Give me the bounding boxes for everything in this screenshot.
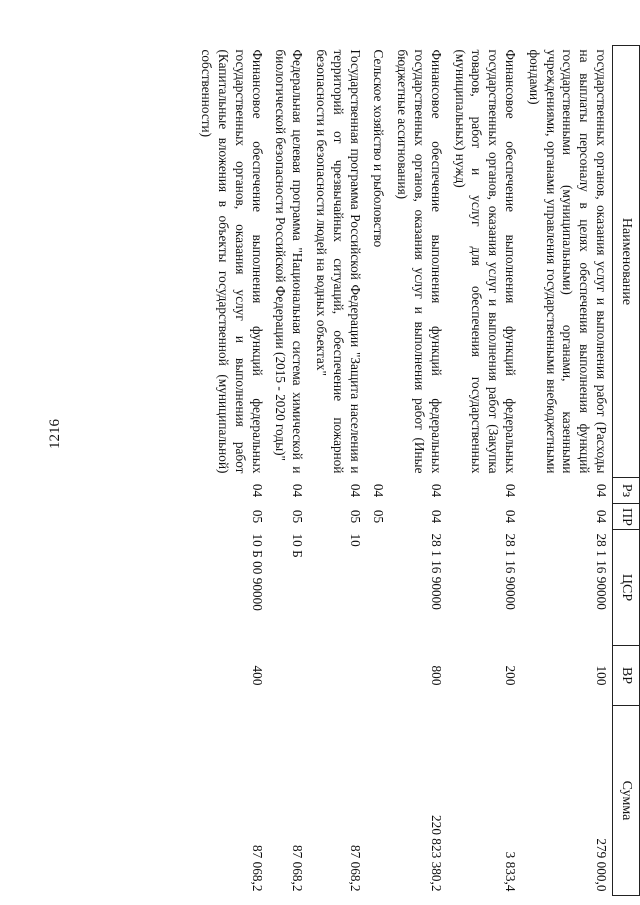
rotated-page-content xyxy=(70,45,640,895)
table-row xyxy=(389,46,446,896)
row-vr: 100 xyxy=(594,665,609,686)
row-name: Сельское хозяйство и рыболовство xyxy=(371,49,387,248)
row-vr xyxy=(308,646,365,706)
budget-table xyxy=(193,45,640,896)
row-sum xyxy=(366,706,390,896)
row-vr: 400 xyxy=(249,665,265,686)
page-number: 1216 xyxy=(47,419,63,449)
row-rz: 04 xyxy=(290,483,306,498)
table-row xyxy=(268,46,309,896)
row-csr: 28 1 16 90000 xyxy=(428,533,444,610)
table-row xyxy=(193,46,267,896)
table-row xyxy=(447,46,521,896)
row-sum: 220 823 380,2 xyxy=(428,815,444,892)
row-csr: 10 Б 00 90000 xyxy=(249,533,265,611)
row-rz: 04 xyxy=(371,483,387,498)
row-name: Финансовое обеспечение выполнения функций федеральных государственных органов, оказания услуг и выполнения работ (Иные бюджетные ассигнования) xyxy=(395,49,444,474)
row-vr xyxy=(268,646,309,706)
row-pr: 04 xyxy=(594,509,609,524)
row-pr: 05 xyxy=(249,509,265,524)
header-vr: ВР xyxy=(613,646,640,706)
row-name: Финансовое обеспечение выполнения функций федеральных государственных органов, оказания услуг и выполнения работ (Закупка товаров, работ и услуг для обеспечения государственных (муниципальных) нужд) xyxy=(452,49,519,474)
row-pr: 05 xyxy=(290,509,306,524)
table-row xyxy=(308,46,365,896)
row-csr: 10 xyxy=(347,533,363,547)
row-sum: 3 833,4 xyxy=(503,851,519,892)
row-vr: 800 xyxy=(428,665,444,686)
row-csr xyxy=(366,530,390,646)
row-sum: 87 068,2 xyxy=(290,844,306,892)
row-pr: 04 xyxy=(503,509,519,524)
table-row xyxy=(366,46,390,896)
row-rz: 04 xyxy=(347,483,363,498)
row-rz: 04 xyxy=(249,483,265,498)
row-sum: 87 068,2 xyxy=(249,844,265,892)
row-pr: 05 xyxy=(371,509,387,524)
header-pr: ПР xyxy=(613,504,640,530)
header-csr: ЦСР xyxy=(613,530,640,646)
row-rz: 04 xyxy=(428,483,444,498)
row-name: Финансовое обеспечение выполнения функций федеральных государственных органов, оказания услуг и выполнения работ (Капитальные вложения в объекты государственной (муниципальной) собственности) xyxy=(199,49,265,474)
row-name: Федеральная целевая программа "Национальная система химической и биологической безопасности Российской Федерации (2015 - 2020 годы)" xyxy=(273,49,306,474)
header-name: Наименование xyxy=(613,46,640,478)
row-pr: 05 xyxy=(347,509,363,524)
row-vr: 200 xyxy=(503,665,519,686)
row-vr xyxy=(366,646,390,706)
row-csr: 10 Б xyxy=(290,533,306,558)
row-rz: 04 xyxy=(503,483,519,498)
row-name: государственных органов, оказания услуг и выполнения работ (Расходы на выплаты персоналу в целях обеспечения выполнения функций государственными (муниципальными) органами, казенными учреждениями, органами управления государственными внебюджетными фондами) xyxy=(526,49,609,474)
row-sum: 279 000,0 xyxy=(594,838,609,892)
row-rz: 04 xyxy=(594,483,609,498)
row-sum: 87 068,2 xyxy=(347,844,363,892)
header-rz: Рз xyxy=(613,478,640,504)
table-header-row xyxy=(613,46,640,896)
table-row xyxy=(521,46,612,896)
row-csr: 28 1 16 90000 xyxy=(503,533,519,610)
header-sum: Сумма xyxy=(613,706,640,896)
row-name: Государственная программа Российской Федерации "Защита населения и территорий от чрезвычайных ситуаций, обеспечение пожарной безопасности и безопасности людей на водных объектах" xyxy=(314,49,363,474)
row-csr: 28 1 16 90000 xyxy=(594,533,609,610)
row-pr: 04 xyxy=(428,509,444,524)
